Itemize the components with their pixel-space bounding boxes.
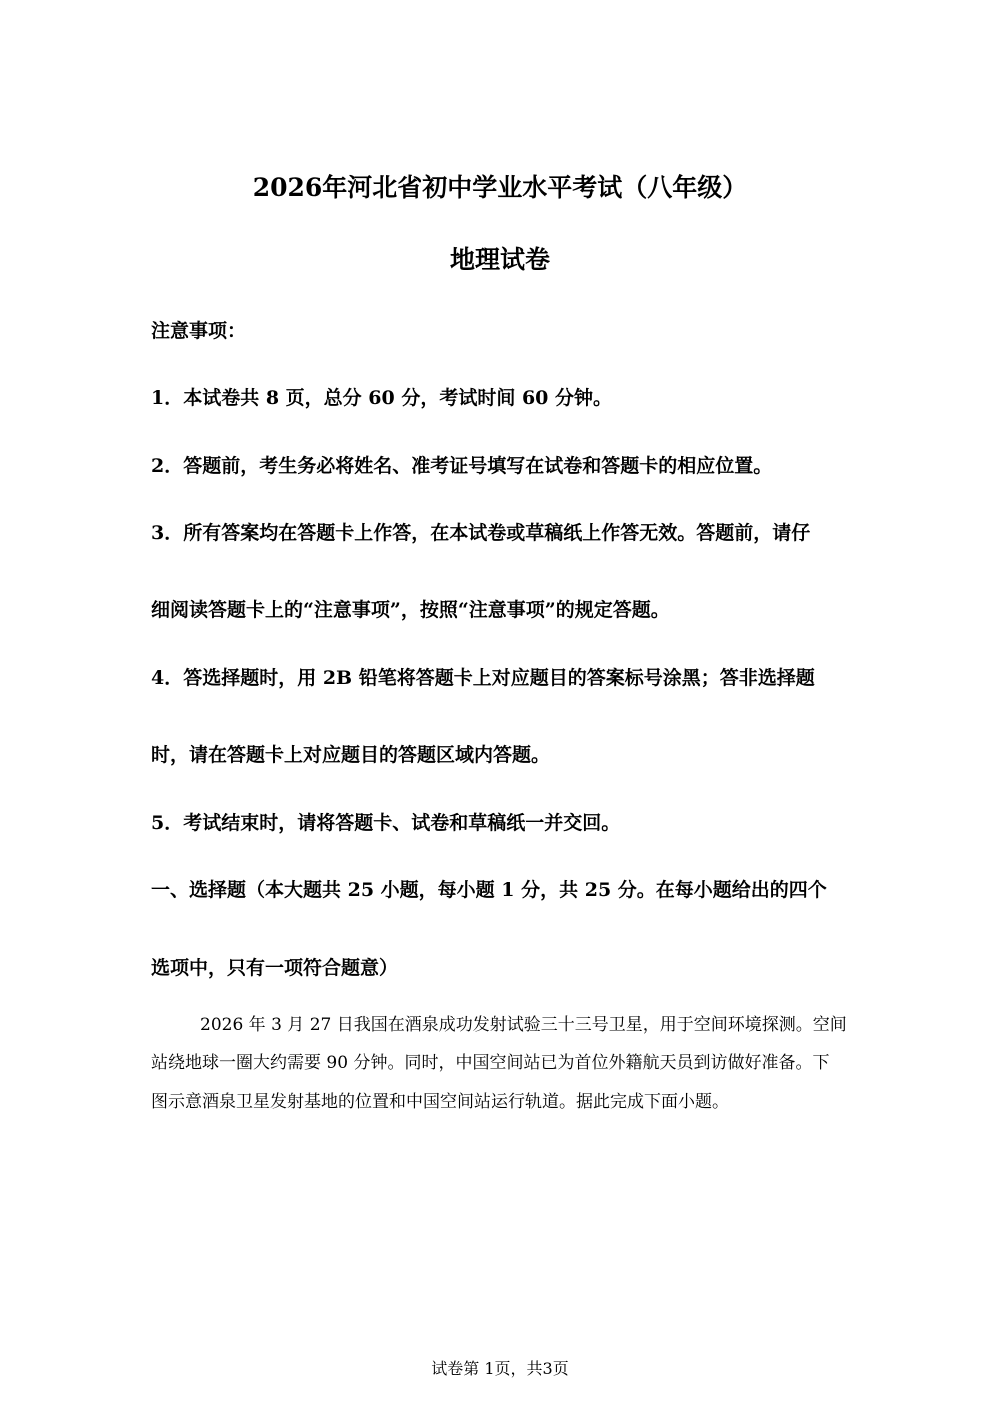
exam-subtitle: 地理试卷 [449, 245, 550, 274]
notice-heading: 注意事项： [151, 320, 247, 342]
notice-item-2: 2．答题前，考生务必将姓名、准考证号填写在试卷和答题卡的相应位置。 [151, 455, 773, 477]
passage-line-1: 2026 年 3 月 27 日我国在酒泉成功发射试验三十三号卫星，用于空间环境探测。空间 [200, 1015, 847, 1035]
passage-line-3: 图示意酒泉卫星发射基地的位置和中国空间站运行轨道。据此完成下面小题。 [151, 1092, 729, 1112]
notice-item-3: 3．所有答案均在答题卡上作答，在本试卷或草稿纸上作答无效。答题前，请仔 [151, 522, 811, 544]
notice-item-4: 4．答选择题时，用 2B 铅笔将答题卡上对应题目的答案标号涂黑；答非选择题 [151, 667, 815, 689]
notice-item-5: 5．考试结束时，请将答题卡、试卷和草稿纸一并交回。 [151, 812, 621, 834]
passage-line-2: 站绕地球一圈大约需要 90 分钟。同时，中国空间站已为首位外籍航天员到访做好准备。下 [151, 1053, 830, 1073]
notice-item-4-cont: 时，请在答题卡上对应题目的答题区域内答题。 [151, 744, 551, 766]
notice-item-1: 1．本试卷共 8 页，总分 60 分，考试时间 60 分钟。 [151, 387, 613, 409]
section-heading-cont: 选项中，只有一项符合题意） [151, 957, 399, 979]
page-number: 试卷第 1页，共3页 [431, 1359, 569, 1378]
section-heading: 一、选择题（本大题共 25 小题，每小题 1 分，共 25 分。在每小题给出的四个 [151, 879, 827, 901]
notice-item-3-cont: 细阅读答题卡上的“注意事项”，按照“注意事项”的规定答题。 [151, 599, 670, 621]
exam-title: 2026年河北省初中学业水平考试（八年级） [252, 173, 748, 202]
